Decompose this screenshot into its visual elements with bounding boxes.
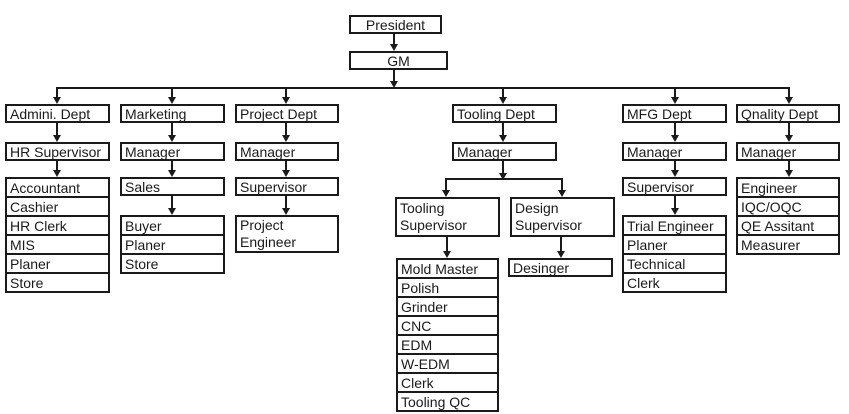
staff-item: Clerk [624, 272, 725, 291]
staff-item: HR Clerk [7, 215, 108, 234]
arrow-down-icon [282, 208, 290, 215]
staff-item: Buyer [125, 217, 162, 234]
tooling-staff-list [396, 258, 499, 412]
node-gm: GM [349, 51, 448, 70]
node-mfg-manager: Manager [622, 142, 727, 161]
staff-item: Planer [7, 253, 108, 272]
staff-item: Measurer [738, 234, 838, 253]
node-quality-manager: Manager [736, 142, 840, 161]
staff-item: Technical [624, 253, 725, 272]
node-marketing-dept: Marketing [120, 104, 225, 123]
arrow-down-icon [499, 97, 507, 104]
arrow-down-icon [785, 135, 793, 142]
staff-item: Engineer [741, 179, 798, 196]
staff-item: Polish [398, 277, 497, 296]
arrow-down-icon [168, 135, 176, 142]
staff-item: Planer [624, 234, 725, 253]
arrow-down-icon [282, 135, 290, 142]
staff-item: IQC/OQC [738, 196, 838, 215]
staff-item: Grinder [398, 296, 497, 315]
node-project-supervisor: Supervisor [235, 177, 339, 196]
node-mfg-supervisor: Supervisor [622, 177, 727, 196]
staff-item: Trial Engineer [627, 217, 714, 234]
arrow-down-icon [390, 44, 398, 51]
arrow-down-icon [557, 251, 565, 258]
connector [56, 87, 790, 89]
staff-item: Clerk [398, 372, 497, 391]
arrow-down-icon [53, 170, 61, 177]
staff-item: MIS [7, 234, 108, 253]
staff-item: Accountant [10, 179, 81, 196]
staff-item: CNC [398, 315, 497, 334]
node-quality-dept: Qnality Dept [736, 104, 840, 123]
connector [445, 178, 563, 180]
staff-item: Planer [122, 234, 223, 253]
staff-item: Store [7, 272, 108, 291]
node-design-supervisor: Design Supervisor [510, 197, 615, 237]
staff-item: Tooling QC [398, 391, 497, 410]
arrow-down-icon [558, 190, 566, 197]
node-president: President [349, 15, 442, 34]
node-tooling-dept: Tooling Dept [452, 104, 557, 123]
arrow-down-icon [168, 97, 176, 104]
arrow-down-icon [671, 208, 679, 215]
arrow-down-icon [671, 97, 679, 104]
staff-item: Mold Master [401, 260, 479, 277]
arrow-down-icon [282, 97, 290, 104]
node-mfg-dept: MFG Dept [622, 104, 727, 123]
arrow-down-icon [785, 97, 793, 104]
node-marketing-manager: Manager [120, 142, 225, 161]
node-designer: Desinger [508, 258, 613, 277]
node-project-manager: Manager [235, 142, 339, 161]
arrow-down-icon [443, 251, 451, 258]
node-hr-supervisor: HR Supervisor [5, 142, 110, 161]
marketing-staff-list [120, 215, 225, 274]
admin-staff-list [5, 177, 110, 293]
node-project-dept: Project Dept [235, 104, 339, 123]
arrow-down-icon [442, 190, 450, 197]
staff-item: Cashier [7, 196, 108, 215]
arrow-down-icon [168, 170, 176, 177]
node-project-engineer: Project Engineer [235, 215, 339, 253]
staff-item: Store [122, 253, 223, 272]
staff-item: QE Assitant [738, 215, 838, 234]
mfg-staff-list [622, 215, 727, 293]
quality-staff-list [736, 177, 840, 255]
arrow-down-icon [168, 208, 176, 215]
arrow-down-icon [671, 135, 679, 142]
staff-item: EDM [398, 334, 497, 353]
node-tooling-supervisor: Tooling Supervisor [395, 197, 500, 237]
node-sales: Sales [120, 177, 225, 196]
arrow-down-icon [785, 170, 793, 177]
node-admin-dept: Admini. Dept [5, 104, 110, 123]
arrow-down-icon [499, 135, 507, 142]
staff-item: W-EDM [398, 353, 497, 372]
arrow-down-icon [53, 135, 61, 142]
arrow-down-icon [53, 97, 61, 104]
node-tooling-manager: Manager [452, 142, 557, 161]
arrow-down-icon [671, 170, 679, 177]
arrow-down-icon [282, 170, 290, 177]
